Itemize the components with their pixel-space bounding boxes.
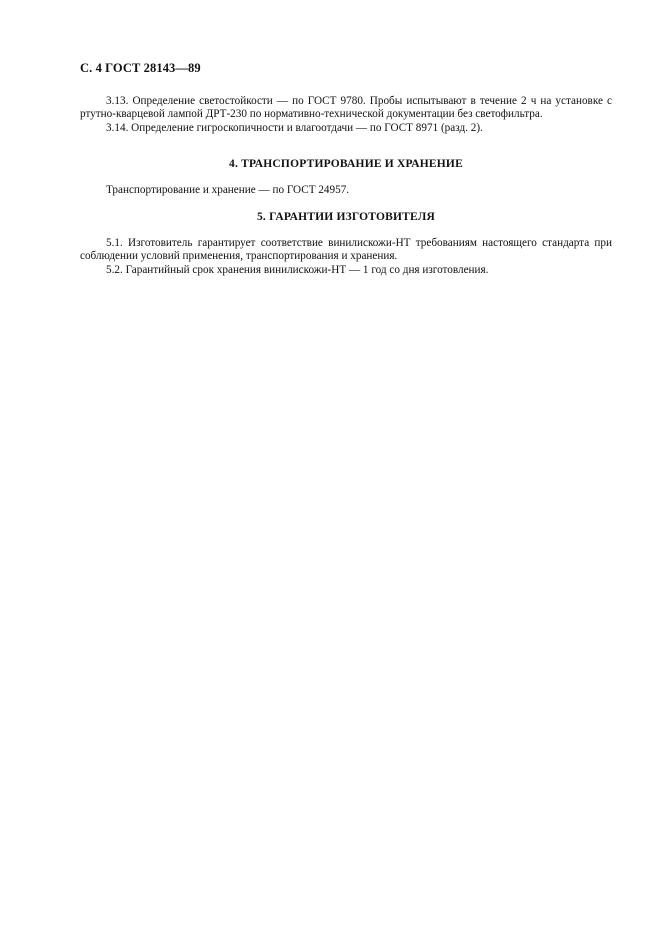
section-3-continuation [80,95,612,135]
section-4-heading: 4. ТРАНСПОРТИРОВАНИЕ И ХРАНЕНИЕ [229,158,463,170]
section-4-body [80,184,612,197]
section-5 [80,211,612,224]
section-5-body [80,237,612,277]
paragraph-5-1: 5.1. Изготовитель гарантирует соответствие винилискожи-НТ требованиям настоящего стандарта при соблюдении условий применения, транспортирования и хранения. [80,237,612,263]
paragraph-5-2: 5.2. Гарантийный срок хранения винилискожи-НТ — 1 год со дня изготовления. [106,263,489,276]
paragraph-3-13: 3.13. Определение светостойкости — по ГОСТ 9780. Пробы испытывают в течение 2 ч на установке с ртутно-кварцевой лампой ДРТ-230 по нормативно-технической документации без светофильтра. [80,95,612,121]
page-header: С. 4 ГОСТ 28143—89 [80,61,201,75]
section-4-text: Транспортирование и хранение — по ГОСТ 24957. [106,184,350,196]
section-4 [80,158,612,171]
paragraph-3-14: 3.14. Определение гигроскопичности и влагоотдачи — по ГОСТ 8971 (разд. 2). [106,121,483,134]
section-5-heading: 5. ГАРАНТИИ ИЗГОТОВИТЕЛЯ [256,211,436,223]
